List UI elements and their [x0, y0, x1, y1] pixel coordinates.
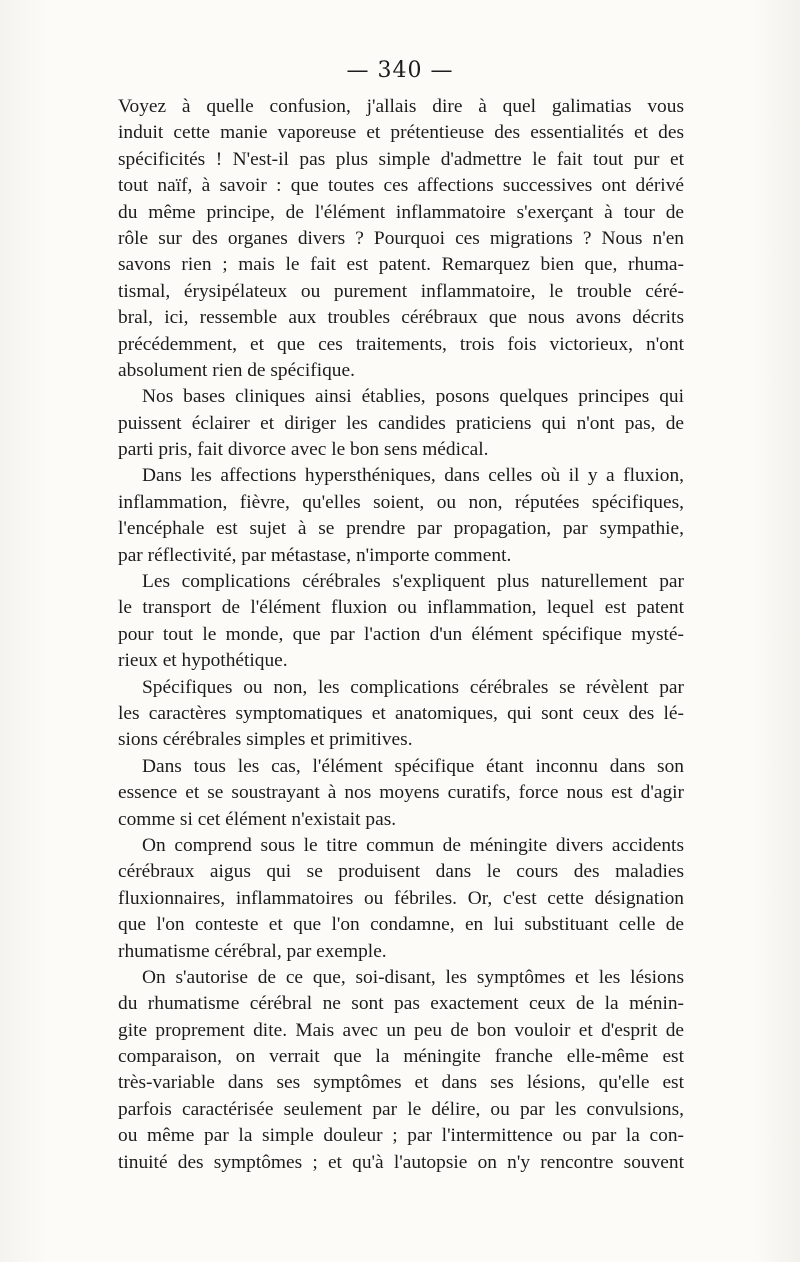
text-line: le transport de l'élément fluxion ou inflammation, lequel est patent	[118, 597, 684, 619]
page-number: — 340 —	[346, 58, 454, 83]
text-line: rhumatisme cérébral, par exemple.	[118, 940, 387, 962]
text-line: savons rien ; mais le fait est patent. Remarquez bien que, rhuma-	[118, 254, 684, 276]
text-line: inflammation, fièvre, qu'elles soient, ou non, réputées spécifiques,	[118, 491, 684, 513]
text-line: rôle sur des organes divers ? Pourquoi ces migrations ? Nous n'en	[118, 227, 684, 249]
text-line: absolument rien de spécifique.	[118, 359, 355, 381]
text-line: comme si cet élément n'existait pas.	[118, 808, 397, 830]
text-line: rieux et hypothétique.	[118, 650, 288, 672]
text-line: Dans tous les cas, l'élément spécifique étant inconnu dans son	[142, 755, 684, 777]
text-line: spécificités ! N'est-il pas plus simple d'admettre le fait tout pur et	[118, 148, 684, 170]
text-line: très-variable dans ses symptômes et dans ses lésions, qu'elle est	[118, 1072, 684, 1094]
text-line: du même principe, de l'élément inflammatoire s'exerçant à tour de	[118, 201, 684, 223]
text-line: ou même par la simple douleur ; par l'intermittence ou par la con-	[118, 1125, 684, 1147]
text-line: On comprend sous le titre commun de méningite divers accidents	[142, 834, 684, 856]
text-line: l'encéphale est sujet à se prendre par propagation, par sympathie,	[118, 518, 684, 540]
text-line: parfois caractérisée seulement par le délire, ou par les convulsions,	[118, 1098, 684, 1120]
text-line: induit cette manie vaporeuse et prétentieuse des essentialités et des	[118, 122, 684, 144]
text-line: par réflectivité, par métastase, n'importe comment.	[118, 544, 512, 566]
text-line: cérébraux aigus qui se produisent dans le cours des maladies	[118, 861, 684, 883]
text-line: essence et se soustrayant à nos moyens curatifs, force nous est d'agir	[118, 782, 684, 804]
text-line: On s'autorise de ce que, soi-disant, les symptômes et les lésions	[142, 966, 684, 988]
text-line: du rhumatisme cérébral ne sont pas exactement ceux de la ménin-	[118, 993, 684, 1015]
text-line: tismal, érysipélateux ou purement inflammatoire, le trouble céré-	[118, 280, 684, 302]
text-line: tinuité des symptômes ; et qu'à l'autopsie on n'y rencontre souvent	[118, 1151, 684, 1173]
text-line: fluxionnaires, inflammatoires ou fébriles. Or, c'est cette désignation	[118, 887, 684, 909]
text-line: Voyez à quelle confusion, j'allais dire à quel galimatias vous	[118, 96, 684, 117]
text-line: Les complications cérébrales s'expliquent plus naturellement par	[142, 571, 684, 593]
text-line: Spécifiques ou non, les complications cérébrales se révèlent par	[142, 676, 684, 698]
text-line: sions cérébrales simples et primitives.	[118, 729, 413, 751]
text-line: bral, ici, ressemble aux troubles cérébraux que nous avons décrits	[118, 307, 684, 329]
body-text	[118, 94, 684, 1176]
text-line: comparaison, on verrait que la méningite franche elle-même est	[118, 1046, 684, 1068]
text-line: Dans les affections hypersthéniques, dans celles où il y a fluxion,	[142, 465, 684, 487]
text-line: tout naïf, à savoir : que toutes ces affections successives ont dérivé	[118, 175, 684, 197]
text-line: parti pris, fait divorce avec le bon sens médical.	[118, 439, 489, 461]
text-line: Nos bases cliniques ainsi établies, posons quelques principes qui	[142, 386, 684, 408]
text-line: puissent éclairer et diriger les candides praticiens qui n'ont pas, de	[118, 412, 684, 434]
text-line: les caractères symptomatiques et anatomiques, qui sont ceux des lé-	[118, 702, 684, 724]
text-line: précédemment, et que ces traitements, trois fois victorieux, n'ont	[118, 333, 684, 355]
text-line: que l'on conteste et que l'on condamne, en lui substituant celle de	[118, 914, 684, 936]
text-line: gite proprement dite. Mais avec un peu de bon vouloir et d'esprit de	[118, 1019, 684, 1041]
text-line: pour tout le monde, que par l'action d'un élément spécifique mysté-	[118, 623, 684, 645]
